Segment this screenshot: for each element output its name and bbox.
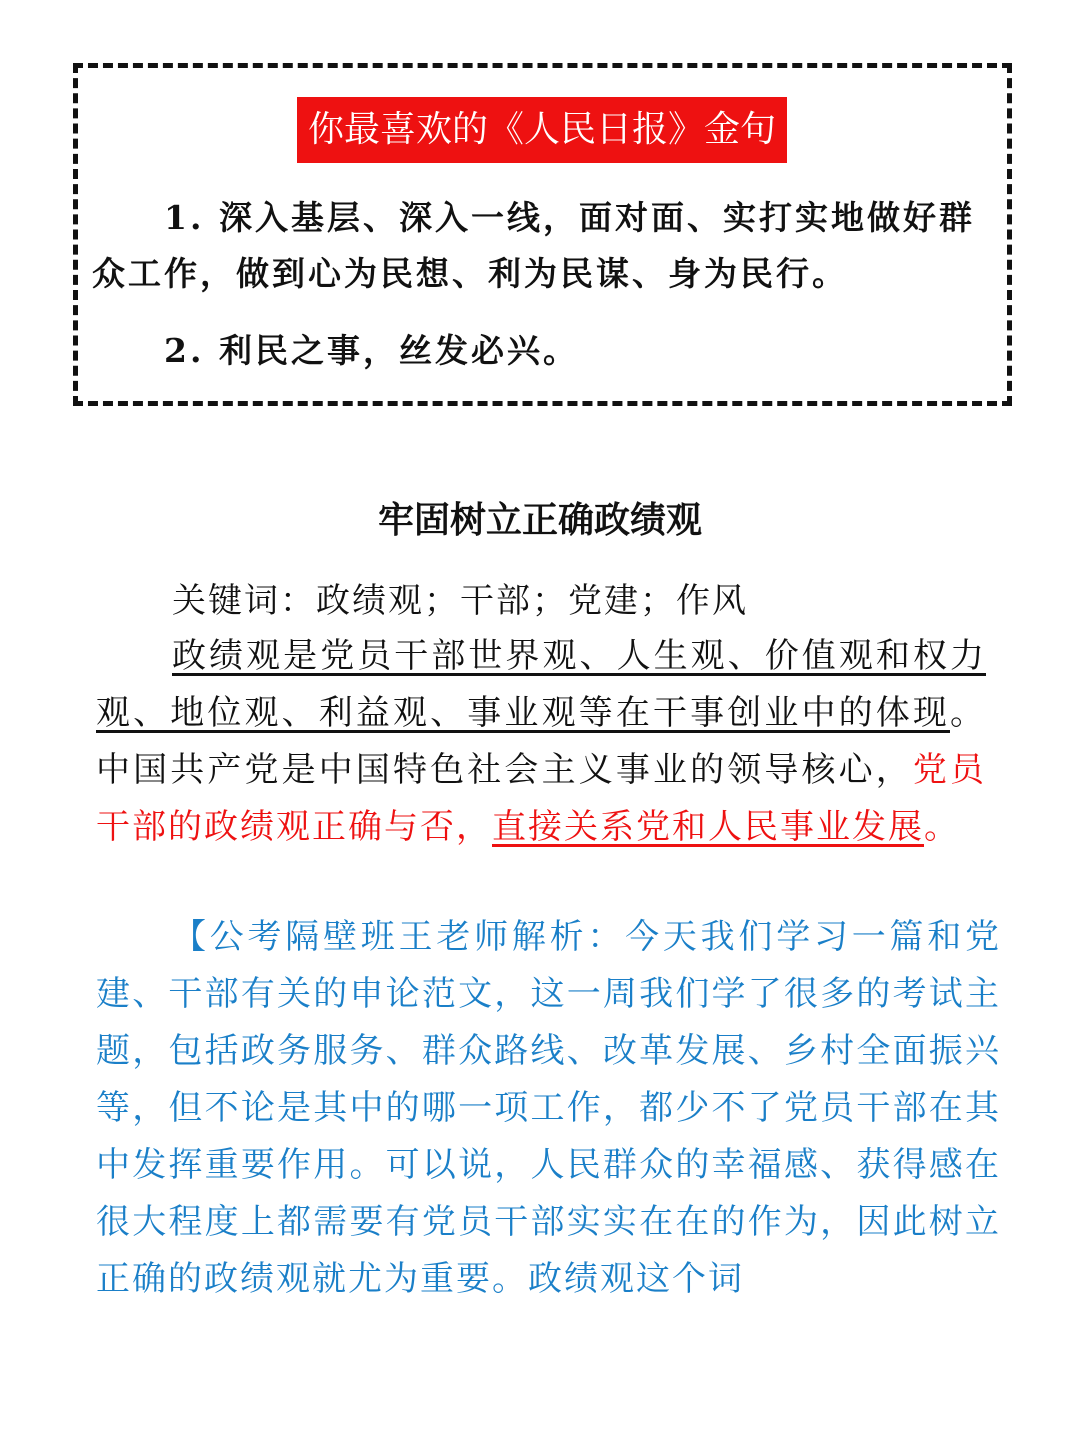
teacher-analysis: 【公考隔壁班王老师解析：今天我们学习一篇和党建、干部有关的申论范文，这一周我们学了很多的考试主题，包括政务服务、群众路线、改革发展、乡村全面振兴等，但不论是其中的哪一项工作，都少不了党员干部在其中发挥重要作用。可以说，人民群众的幸福感、获得感在很大程度上都需要有党员干部实实在在的作为，因此树立正确的政绩观就尤为重要。政绩观这个词 bbox=[96, 917, 1001, 1299]
red-period: 。 bbox=[924, 807, 960, 847]
quote-item-2: 2. 利民之事，丝发必兴。 bbox=[164, 331, 579, 370]
article-keywords: 关键词：政绩观；干部；党建；作风 bbox=[172, 581, 748, 621]
red-highlight-text: 党员干部的政绩观正确与否， bbox=[96, 750, 987, 847]
plain-text: 。中国共产党是中国特色社会主义事业的领导核心， bbox=[96, 693, 986, 790]
article-paragraph-1 bbox=[96, 628, 986, 856]
article-title: 牢固树立正确政绩观 bbox=[377, 499, 702, 541]
red-underlined-text: 直接关系党和人民事业发展 bbox=[492, 807, 924, 847]
quote-box-title: 你最喜欢的《人民日报》金句 bbox=[297, 97, 787, 163]
quote-item-1: 1. 深入基层、深入一线，面对面、实打实地做好群众工作，做到心为民想、利为民谋、身为民行。 bbox=[92, 198, 975, 293]
underlined-definition: 政绩观是党员干部世界观、人生观、价值观和权力观、地位观、利益观、事业观等在干事创业中的体现 bbox=[96, 636, 986, 733]
